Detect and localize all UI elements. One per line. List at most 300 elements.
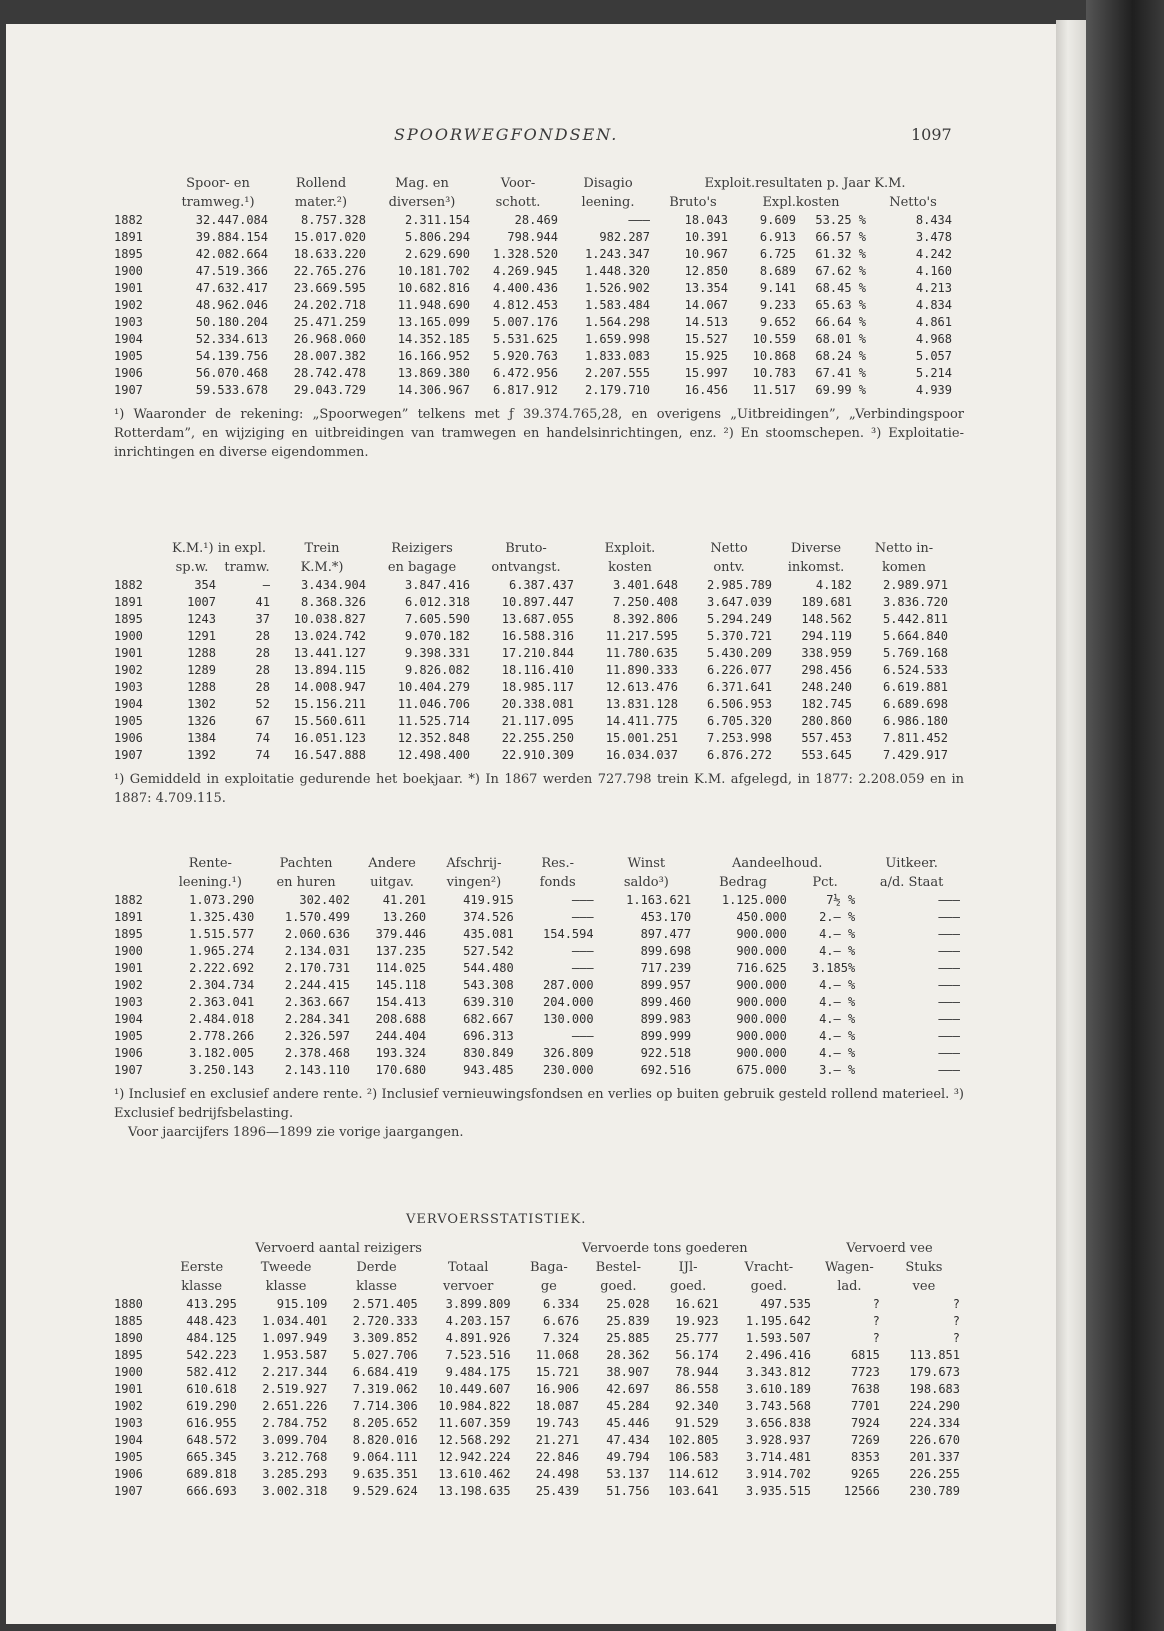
table-cell: 1243 bbox=[187, 612, 216, 626]
table-cell: 3.309.852 bbox=[352, 1331, 418, 1345]
table-cell: 4.— % bbox=[819, 944, 856, 958]
table-cell: 18.116.410 bbox=[501, 663, 574, 677]
year-cell: 1895 bbox=[114, 927, 143, 941]
table-cell: 2.244.415 bbox=[284, 978, 350, 992]
table-cell: 6.913 bbox=[759, 230, 796, 244]
table-cell: 7.605.590 bbox=[404, 612, 470, 626]
table-cell: 12566 bbox=[843, 1484, 880, 1498]
table-cell: 830.849 bbox=[463, 1046, 514, 1060]
table-cell: 3.285.293 bbox=[262, 1467, 328, 1481]
table-cell: 3.899.809 bbox=[445, 1297, 511, 1311]
table-row bbox=[114, 1483, 964, 1500]
table-cell: 6.876.272 bbox=[706, 748, 772, 762]
table-cell: 74 bbox=[255, 731, 270, 745]
table-cell: 3.935.515 bbox=[745, 1484, 811, 1498]
table-cell: 42.082.664 bbox=[195, 247, 268, 261]
table-cell: 1.953.587 bbox=[262, 1348, 328, 1362]
table-cell: 3.743.568 bbox=[745, 1399, 811, 1413]
table-cell: 244.404 bbox=[375, 1029, 427, 1043]
column-header: Disagio bbox=[583, 176, 633, 191]
table-cell: 16.906 bbox=[535, 1382, 580, 1396]
table-cell: 19.923 bbox=[675, 1314, 719, 1328]
table-cell: 1392 bbox=[187, 748, 216, 762]
table-cell: 103.641 bbox=[668, 1484, 719, 1498]
table-cell: 7.714.306 bbox=[352, 1399, 418, 1413]
table-cell: ? bbox=[952, 1297, 960, 1311]
table-cell: 692.516 bbox=[640, 1063, 692, 1077]
table-row bbox=[114, 628, 952, 645]
table-cell: 610.618 bbox=[186, 1382, 237, 1396]
table-cell: 13.024.742 bbox=[293, 629, 366, 643]
year-cell: 1904 bbox=[114, 1012, 143, 1026]
table-cell: 4.— % bbox=[819, 927, 856, 941]
column-header: Totaal bbox=[448, 1260, 489, 1275]
table-cell: ——— bbox=[938, 1012, 960, 1026]
table-row bbox=[114, 730, 952, 747]
table-vervoer bbox=[114, 1239, 964, 1500]
table-cell: 14.411.775 bbox=[605, 714, 678, 728]
table-cell: 11.517 bbox=[752, 383, 796, 397]
table-cell: 453.170 bbox=[640, 910, 692, 924]
table-cell: 717.239 bbox=[640, 961, 692, 975]
table-cell: 6.012.318 bbox=[404, 595, 470, 609]
table-cell: 224.290 bbox=[909, 1399, 960, 1413]
year-cell: 1906 bbox=[114, 1046, 143, 1060]
table-cell: 23.669.595 bbox=[293, 281, 366, 295]
table-cell: 6.334 bbox=[542, 1297, 580, 1311]
table-cell: 12.850 bbox=[684, 264, 728, 278]
table-cell: 7924 bbox=[850, 1416, 880, 1430]
year-cell: 1901 bbox=[114, 281, 143, 295]
year-cell: 1895 bbox=[114, 612, 143, 626]
table-cell: 1.564.298 bbox=[584, 315, 650, 329]
table-cell: 3.914.702 bbox=[745, 1467, 811, 1481]
table-cell: 67.41 % bbox=[815, 366, 866, 380]
table-cell: 1.243.347 bbox=[584, 247, 650, 261]
header-row bbox=[114, 539, 952, 558]
column-header: goed. bbox=[750, 1279, 787, 1294]
column-header: goed. bbox=[669, 1279, 707, 1294]
table-cell: 2.784.752 bbox=[262, 1416, 328, 1430]
column-header: Reizigers bbox=[391, 541, 453, 556]
table-cell: 130.000 bbox=[543, 1012, 594, 1026]
table-cell: 13.260 bbox=[382, 910, 427, 924]
table-cell: 10.391 bbox=[684, 230, 728, 244]
table-cell: 10.404.279 bbox=[397, 680, 470, 694]
table-cell: 10.559 bbox=[752, 332, 796, 346]
table-cell: 298.456 bbox=[801, 663, 852, 677]
table-cell: 1384 bbox=[187, 731, 216, 745]
column-header: K.M.*) bbox=[300, 560, 344, 575]
table-cell: 542.223 bbox=[186, 1348, 237, 1362]
table-cell: 8.392.806 bbox=[612, 612, 678, 626]
table-row bbox=[114, 1011, 964, 1028]
table-cell: 7.319.062 bbox=[352, 1382, 418, 1396]
table-cell: ——— bbox=[571, 961, 594, 975]
table-cell: 13.354 bbox=[684, 281, 728, 295]
column-header bbox=[114, 1239, 163, 1258]
column-header: Andere bbox=[368, 856, 416, 871]
column-header bbox=[114, 1277, 163, 1296]
table-cell: 696.313 bbox=[463, 1029, 514, 1043]
year-cell: 1900 bbox=[114, 944, 143, 958]
table-cell: 66.57 % bbox=[815, 230, 866, 244]
column-header: Netto in- bbox=[874, 541, 934, 556]
table-cell: 4.939 bbox=[915, 383, 952, 397]
year-cell: 1904 bbox=[114, 1433, 143, 1447]
year-cell: 1906 bbox=[114, 366, 143, 380]
table-cell: 354 bbox=[194, 578, 216, 592]
table-cell: 3.343.812 bbox=[745, 1365, 811, 1379]
table-cell: 9.233 bbox=[759, 298, 796, 312]
table-cell: 2.304.734 bbox=[189, 978, 255, 992]
table-cell: 1.515.577 bbox=[189, 927, 255, 941]
table-cell: ? bbox=[872, 1314, 880, 1328]
year-cell: 1905 bbox=[114, 1029, 143, 1043]
table-cell: 21.117.095 bbox=[501, 714, 574, 728]
table-cell: 3.656.838 bbox=[745, 1416, 811, 1430]
table-cell: 899.983 bbox=[640, 1012, 692, 1026]
table-cell: 2.217.344 bbox=[262, 1365, 328, 1379]
column-header: Uitkeer. bbox=[885, 856, 938, 871]
table-cell: 145.118 bbox=[375, 978, 427, 992]
table-cell: 6.524.533 bbox=[882, 663, 948, 677]
table-cell: 8.205.652 bbox=[352, 1416, 418, 1430]
table-cell: 12.352.848 bbox=[397, 731, 470, 745]
column-header: Baga- bbox=[529, 1260, 568, 1275]
table-cell: 41.201 bbox=[382, 893, 427, 907]
column-header: leening. bbox=[581, 195, 635, 210]
column-header: Exploit.resultaten p. Jaar K.M. bbox=[704, 176, 906, 191]
table-cell: 374.526 bbox=[463, 910, 514, 924]
table-cell: 9.652 bbox=[759, 315, 796, 329]
table-cell: 11.068 bbox=[535, 1348, 580, 1362]
table-row bbox=[114, 594, 952, 611]
table-cell: 1302 bbox=[187, 697, 216, 711]
table-cell: 9.484.175 bbox=[445, 1365, 511, 1379]
table-cell: 8.757.328 bbox=[300, 213, 366, 227]
table-cell: 38.907 bbox=[606, 1365, 650, 1379]
table-cell: ? bbox=[872, 1331, 880, 1345]
table-cell: 338.959 bbox=[801, 646, 852, 660]
table-winst bbox=[114, 854, 964, 1079]
table-cell: 54.139.756 bbox=[195, 349, 268, 363]
table-cell: 544.480 bbox=[463, 961, 514, 975]
table-cell: 16.547.888 bbox=[293, 748, 366, 762]
header-row bbox=[114, 174, 956, 193]
table-cell: 13.687.055 bbox=[501, 612, 574, 626]
table-cell: ——— bbox=[938, 893, 960, 907]
note-jaarcijfers: Voor jaarcijfers 1896—1899 zie vorige jaargangen. bbox=[128, 1125, 464, 1140]
table-cell: 5.370.721 bbox=[706, 629, 772, 643]
table-cell: 14.067 bbox=[684, 298, 728, 312]
table-cell: 48.962.046 bbox=[195, 298, 268, 312]
table-cell: 248.240 bbox=[801, 680, 852, 694]
page-title: SPOORWEGFONDSEN. bbox=[394, 125, 619, 144]
table-cell: 137.235 bbox=[375, 944, 427, 958]
column-header: Netto bbox=[710, 541, 748, 556]
table-cell: 32.447.084 bbox=[195, 213, 268, 227]
table-cell: 4.861 bbox=[915, 315, 952, 329]
table-cell: 16.588.316 bbox=[501, 629, 574, 643]
table-cell: 6.226.077 bbox=[706, 663, 772, 677]
table-cell: 8353 bbox=[850, 1450, 880, 1464]
year-cell: 1903 bbox=[114, 315, 143, 329]
table-row bbox=[114, 943, 964, 960]
table-cell: 59.533.678 bbox=[195, 383, 268, 397]
year-cell: 1907 bbox=[114, 1063, 143, 1077]
table-cell: 2.— % bbox=[819, 910, 856, 924]
year-cell: 1880 bbox=[114, 1297, 143, 1311]
table-cell: 13.894.115 bbox=[293, 663, 366, 677]
table-row bbox=[114, 1028, 964, 1045]
year-cell: 1907 bbox=[114, 748, 143, 762]
table-cell: 4.160 bbox=[915, 264, 952, 278]
column-header bbox=[114, 1258, 163, 1277]
table-cell: 67.62 % bbox=[815, 264, 866, 278]
table-cell: 51.756 bbox=[606, 1484, 650, 1498]
column-header: uitgav. bbox=[370, 875, 414, 890]
table-cell: 230.789 bbox=[909, 1484, 960, 1498]
table-cell: 900.000 bbox=[736, 978, 787, 992]
table-cell: 10.449.607 bbox=[438, 1382, 511, 1396]
table-cell: 666.693 bbox=[186, 1484, 237, 1498]
table-cell: 21.271 bbox=[535, 1433, 580, 1447]
table-cell: 3.182.005 bbox=[189, 1046, 255, 1060]
table-cell: 16.166.952 bbox=[397, 349, 470, 363]
year-cell: 1902 bbox=[114, 663, 143, 677]
table-cell: 553.645 bbox=[801, 748, 852, 762]
table-cell: 28 bbox=[255, 629, 270, 643]
table-cell: 67 bbox=[255, 714, 270, 728]
table-cell: 230.000 bbox=[543, 1063, 594, 1077]
column-header: Pachten bbox=[279, 856, 333, 871]
table-cell: 6.684.419 bbox=[352, 1365, 418, 1379]
table-cell: 39.884.154 bbox=[195, 230, 268, 244]
year-cell: 1902 bbox=[114, 978, 143, 992]
column-header: klasse bbox=[181, 1279, 223, 1294]
column-header: saldo³) bbox=[623, 875, 669, 890]
column-header: fonds bbox=[539, 875, 576, 890]
year-cell: 1882 bbox=[114, 893, 143, 907]
year-cell: 1895 bbox=[114, 247, 143, 261]
year-cell: 1891 bbox=[114, 230, 143, 244]
table-cell: 302.402 bbox=[299, 893, 350, 907]
table-cell: 182.745 bbox=[801, 697, 852, 711]
table-cell: 15.017.020 bbox=[293, 230, 366, 244]
column-header: Stuks bbox=[905, 1260, 943, 1275]
table-cell: 982.287 bbox=[599, 230, 650, 244]
table-cell: 52.334.613 bbox=[195, 332, 268, 346]
table-cell: 2.222.692 bbox=[189, 961, 255, 975]
table-cell: 65.63 % bbox=[815, 298, 866, 312]
table-row bbox=[114, 1347, 964, 1364]
table-cell: 5.430.209 bbox=[706, 646, 772, 660]
table-row bbox=[114, 331, 956, 348]
column-header: Tweede bbox=[260, 1260, 312, 1275]
table-cell: 45.284 bbox=[606, 1399, 650, 1413]
table-cell: 114.612 bbox=[668, 1467, 719, 1481]
table-cell: 16.034.037 bbox=[605, 748, 678, 762]
column-header: tramweg.¹) bbox=[181, 195, 255, 210]
table-cell: 922.518 bbox=[640, 1046, 692, 1060]
table-cell: 49.794 bbox=[606, 1450, 650, 1464]
table-cell: 25.839 bbox=[606, 1314, 650, 1328]
table-row bbox=[114, 1364, 964, 1381]
header-row bbox=[114, 1239, 964, 1258]
column-header: kosten bbox=[608, 560, 652, 575]
table-cell: 15.527 bbox=[684, 332, 728, 346]
column-header bbox=[114, 558, 164, 577]
table-cell: 28 bbox=[255, 680, 270, 694]
table-cell: 7723 bbox=[850, 1365, 880, 1379]
table-cell: 2.651.226 bbox=[262, 1399, 328, 1413]
table-cell: 10.984.822 bbox=[438, 1399, 511, 1413]
year-cell: 1905 bbox=[114, 349, 143, 363]
table-cell: 42.697 bbox=[606, 1382, 650, 1396]
table-cell: 1326 bbox=[187, 714, 216, 728]
table-cell: 4.242 bbox=[915, 247, 952, 261]
table-cell: 170.680 bbox=[375, 1063, 427, 1077]
table-cell: 6.817.912 bbox=[492, 383, 558, 397]
year-cell: 1902 bbox=[114, 298, 143, 312]
table-cell: 68.01 % bbox=[815, 332, 866, 346]
table-cell: 3.928.937 bbox=[745, 1433, 811, 1447]
table-cell: 1.526.902 bbox=[584, 281, 650, 295]
column-header: Derde bbox=[356, 1260, 397, 1275]
table-row bbox=[114, 892, 964, 909]
table-cell: 4.400.436 bbox=[492, 281, 558, 295]
header-row bbox=[114, 1258, 964, 1277]
table-cell: 15.560.611 bbox=[293, 714, 366, 728]
section-vervoer bbox=[114, 1239, 964, 1500]
column-header: Res.- bbox=[541, 856, 574, 871]
table-cell: 45.446 bbox=[606, 1416, 650, 1430]
table-cell: 26.968.060 bbox=[293, 332, 366, 346]
table-cell: 648.572 bbox=[186, 1433, 237, 1447]
section-exploitatie bbox=[114, 539, 964, 808]
table-cell: 10.868 bbox=[752, 349, 796, 363]
table-cell: 10.967 bbox=[684, 247, 728, 261]
table-cell: 1288 bbox=[187, 680, 216, 694]
table-cell: 1.570.499 bbox=[284, 910, 350, 924]
table-cell: 3.836.720 bbox=[882, 595, 948, 609]
table-cell: 6.371.641 bbox=[706, 680, 772, 694]
table-cell: ——— bbox=[571, 1029, 594, 1043]
table-cell: 484.125 bbox=[186, 1331, 237, 1345]
table-cell: 8.689 bbox=[759, 264, 796, 278]
column-header: IJl- bbox=[678, 1260, 698, 1275]
table-cell: 11.607.359 bbox=[438, 1416, 511, 1430]
column-header: Bruto- bbox=[505, 541, 547, 556]
table-cell: 11.780.635 bbox=[605, 646, 678, 660]
header-row bbox=[114, 193, 956, 212]
table-row bbox=[114, 280, 956, 297]
table-cell: 2.363.667 bbox=[284, 995, 350, 1009]
table-cell: 4.269.945 bbox=[492, 264, 558, 278]
table-cell: 2.284.341 bbox=[284, 1012, 350, 1026]
table-cell: 29.043.729 bbox=[293, 383, 366, 397]
column-header: Vervoerd aantal reizigers bbox=[255, 1241, 422, 1256]
year-cell: 1891 bbox=[114, 910, 143, 924]
table-cell: 7638 bbox=[850, 1382, 880, 1396]
table-cell: 18.043 bbox=[684, 213, 728, 227]
table-cell: 8.368.326 bbox=[300, 595, 366, 609]
table-cell: 25.028 bbox=[606, 1297, 650, 1311]
table-cell: 11.890.333 bbox=[605, 663, 678, 677]
page-number: 1097 bbox=[911, 125, 952, 144]
table-cell: 9.141 bbox=[759, 281, 796, 295]
table-cell: 15.997 bbox=[684, 366, 728, 380]
section-title-vervoer: VERVOERSSTATISTIEK. bbox=[406, 1212, 587, 1227]
table-cell: 53.137 bbox=[606, 1467, 650, 1481]
table-cell: 582.412 bbox=[186, 1365, 237, 1379]
column-header: Eerste bbox=[180, 1260, 224, 1275]
table-cell: 22.846 bbox=[535, 1450, 580, 1464]
table-cell: 448.423 bbox=[186, 1314, 237, 1328]
table-cell: 689.818 bbox=[186, 1467, 237, 1481]
table-cell: 5.214 bbox=[915, 366, 952, 380]
table-cell: 15.156.211 bbox=[293, 697, 366, 711]
table-cell: 616.955 bbox=[186, 1416, 237, 1430]
table-cell: 1.034.401 bbox=[262, 1314, 328, 1328]
year-cell: 1901 bbox=[114, 1382, 143, 1396]
column-header: Rollend bbox=[295, 176, 347, 191]
table-cell: 682.667 bbox=[463, 1012, 514, 1026]
table-cell: 5.294.249 bbox=[706, 612, 772, 626]
table-cell: 2.378.468 bbox=[284, 1046, 350, 1060]
table-cell: 7.250.408 bbox=[612, 595, 678, 609]
table-cell: 3.250.143 bbox=[189, 1063, 255, 1077]
table-cell: 1.328.520 bbox=[492, 247, 558, 261]
year-cell: 1901 bbox=[114, 646, 143, 660]
table-cell: 13.198.635 bbox=[438, 1484, 511, 1498]
column-header bbox=[114, 539, 164, 558]
table-row bbox=[114, 1296, 964, 1313]
table-cell: 280.860 bbox=[801, 714, 852, 728]
table-cell: 3.099.704 bbox=[262, 1433, 328, 1447]
table-row bbox=[114, 1381, 964, 1398]
table-cell: 2.311.154 bbox=[404, 213, 470, 227]
table-cell: 148.562 bbox=[801, 612, 852, 626]
table-cell: 13.610.462 bbox=[438, 1467, 511, 1481]
table-cell: 74 bbox=[255, 748, 270, 762]
table-cell: 50.180.204 bbox=[195, 315, 268, 329]
footnote-exploitatie: ¹) Gemiddeld in exploitatie gedurende het boekjaar. *) In 1867 werden 727.798 trein K.M. afgelegd, in 1877: 2.208.059 en in 1887: 4.709.115. bbox=[114, 772, 964, 806]
table-row bbox=[114, 365, 956, 382]
table-cell: 7.253.998 bbox=[706, 731, 772, 745]
column-header: Aandeelhoud. bbox=[731, 856, 823, 871]
column-header: Afschrij- bbox=[446, 856, 502, 871]
table-cell: 3.647.039 bbox=[706, 595, 772, 609]
table-cell: 189.681 bbox=[801, 595, 852, 609]
table-cell: 12.613.476 bbox=[605, 680, 678, 694]
table-cell: 4.812.453 bbox=[492, 298, 558, 312]
table-cell: 91.529 bbox=[675, 1416, 719, 1430]
table-cell: 13.831.128 bbox=[605, 697, 678, 711]
column-header: K.M.¹) in expl. bbox=[171, 541, 266, 556]
table-cell: 2.326.597 bbox=[284, 1029, 350, 1043]
table-cell: 6.705.320 bbox=[706, 714, 772, 728]
column-header: ontvangst. bbox=[491, 560, 561, 575]
table-cell: 22.255.250 bbox=[501, 731, 574, 745]
table-cell: 5.806.294 bbox=[404, 230, 470, 244]
table-cell: 5.664.840 bbox=[882, 629, 948, 643]
table-row bbox=[114, 977, 964, 994]
column-header: sp.w. bbox=[175, 560, 209, 575]
table-cell: 2.629.690 bbox=[404, 247, 470, 261]
table-cell: 14.352.185 bbox=[397, 332, 470, 346]
